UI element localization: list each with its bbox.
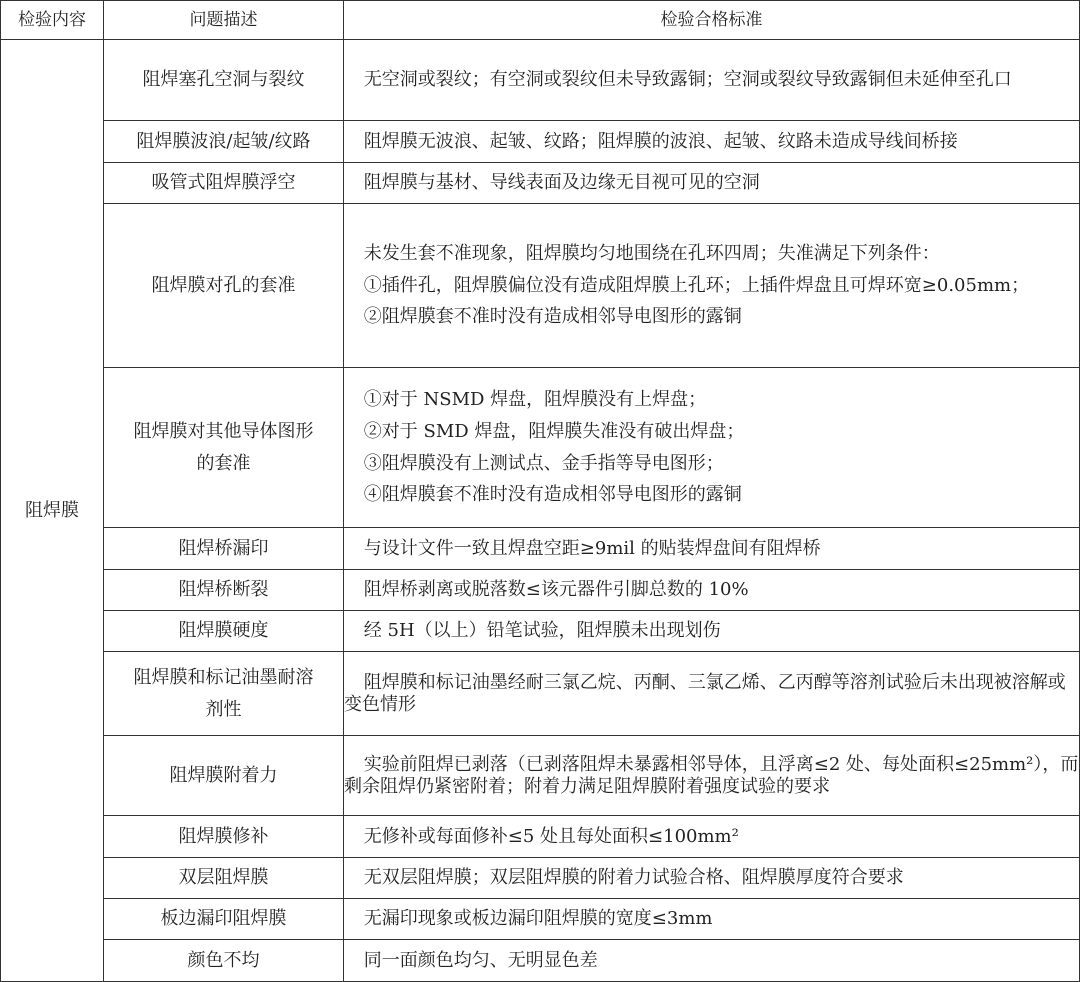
issue-cell [104, 611, 344, 652]
issue-text: 阻焊塞孔空洞与裂纹 [142, 69, 305, 91]
standard-cell [344, 940, 1080, 982]
standard-text: 阻焊膜无波浪、起皱、纹路；阻焊膜的波浪、起皱、纹路未造成导线间桥接 [363, 130, 958, 152]
issue-text: 阻焊膜修补 [178, 825, 269, 847]
standard-text: ①插件孔，阻焊膜偏位没有造成阻焊膜上孔环；上插件焊盘且可焊环宽≥0.05mm； [363, 274, 1030, 296]
table-row [1, 570, 1080, 611]
standard-text: 与设计文件一致且焊盘空距≥9mil 的贴装焊盘间有阻焊桥 [363, 537, 821, 559]
table-row [1, 163, 1080, 204]
standard-text: ②对于 SMD 焊盘，阻焊膜失准没有破出焊盘； [363, 420, 745, 442]
issue-text: 吸管式阻焊膜浮空 [151, 172, 296, 194]
standard-text: 阻焊膜与基材、导线表面及边缘无目视可见的空洞 [363, 172, 760, 194]
issue-cell [104, 368, 344, 528]
standard-text: 无漏印现象或板边漏印阻焊膜的宽度≤3mm [363, 908, 713, 930]
standard-text: ②阻焊膜套不准时没有造成相邻导电图形的露铜 [363, 306, 742, 328]
table-row [1, 204, 1080, 368]
table-row [1, 736, 1080, 816]
standard-cell [344, 816, 1080, 858]
issue-text: 阻焊膜和标记油墨耐溶 [133, 666, 314, 688]
issue-cell [104, 816, 344, 858]
issue-cell [104, 736, 344, 816]
standard-cell [344, 736, 1080, 816]
issue-cell [104, 940, 344, 982]
standard-text: 经 5H（以上）铅笔试验，阻焊膜未出现划伤 [363, 620, 721, 642]
standard-text: 无空洞或裂纹；有空洞或裂纹但未导致露铜；空洞或裂纹导致露铜但未延伸至孔口 [363, 69, 1012, 91]
standard-text: 实验前阻焊已剥落（已剥落阻焊未暴露相邻导体，且浮离≤2 处、每处面积≤25mm²），而剩余阻焊仍紧密附着；附着力满足阻焊膜附着强度试验的要求 [344, 753, 1079, 797]
table-row [1, 940, 1080, 982]
issue-cell [104, 858, 344, 899]
issue-cell [104, 899, 344, 940]
issue-text: 阻焊膜对孔的套准 [151, 274, 296, 296]
issue-cell [104, 121, 344, 163]
issue-text: 阻焊膜波浪/起皱/纹路 [136, 130, 311, 152]
issue-text: 阻焊桥漏印 [178, 537, 269, 559]
standard-cell [344, 40, 1080, 121]
header-issue: 问题描述 [104, 1, 344, 40]
issue-text: 剂性 [205, 698, 242, 720]
standard-text: 阻焊桥剥离或脱落数≤该元器件引脚总数的 10% [363, 579, 749, 601]
issue-cell [104, 163, 344, 204]
table-row [1, 40, 1080, 121]
issue-text: 阻焊膜硬度 [178, 620, 269, 642]
standard-text: 阻焊膜和标记油墨经耐三氯乙烷、丙酮、三氯乙烯、乙丙醇等溶剂试验后未出现被溶解或变色情形 [344, 671, 1066, 715]
standard-cell [344, 858, 1080, 899]
issue-text: 颜色不均 [187, 949, 260, 971]
table-row [1, 611, 1080, 652]
standard-text: 无双层阻焊膜；双层阻焊膜的附着力试验合格、阻焊膜厚度符合要求 [363, 867, 904, 889]
header-standard: 检验合格标准 [344, 1, 1080, 40]
standard-text: ④阻焊膜套不准时没有造成相邻导电图形的露铜 [363, 484, 742, 506]
header-row [1, 1, 1080, 40]
standard-text: ①对于 NSMD 焊盘，阻焊膜没有上焊盘； [363, 389, 707, 411]
standard-cell [344, 121, 1080, 163]
table-row [1, 368, 1080, 528]
table-row [1, 816, 1080, 858]
issue-text: 阻焊膜附着力 [169, 764, 278, 786]
standard-text: 未发生套不准现象，阻焊膜均匀地围绕在孔环四周；失准满足下列条件： [363, 243, 940, 265]
standard-cell [344, 652, 1080, 736]
table-row [1, 652, 1080, 736]
issue-cell [104, 204, 344, 368]
table-row [1, 858, 1080, 899]
issue-cell [104, 570, 344, 611]
table-row [1, 528, 1080, 570]
issue-text: 阻焊桥断裂 [178, 579, 269, 601]
issue-cell [104, 528, 344, 570]
standard-cell [344, 163, 1080, 204]
issue-text: 板边漏印阻焊膜 [160, 908, 287, 930]
standard-cell [344, 899, 1080, 940]
issue-text: 双层阻焊膜 [178, 867, 269, 889]
issue-cell [104, 40, 344, 121]
category-cell: 阻焊膜 [1, 40, 104, 982]
standard-cell [344, 570, 1080, 611]
standard-cell [344, 204, 1080, 368]
standard-cell [344, 611, 1080, 652]
standard-cell [344, 368, 1080, 528]
standard-cell [344, 528, 1080, 570]
header-category: 检验内容 [1, 1, 104, 40]
table-row [1, 121, 1080, 163]
standard-text: 无修补或每面修补≤5 处且每处面积≤100mm² [363, 825, 739, 847]
standard-text: ③阻焊膜没有上测试点、金手指等导电图形； [363, 452, 724, 474]
issue-text: 的套准 [196, 452, 251, 474]
issue-cell [104, 652, 344, 736]
table-row [1, 899, 1080, 940]
issue-text: 阻焊膜对其他导体图形 [133, 420, 314, 442]
standard-text: 同一面颜色均匀、无明显色差 [363, 949, 598, 971]
